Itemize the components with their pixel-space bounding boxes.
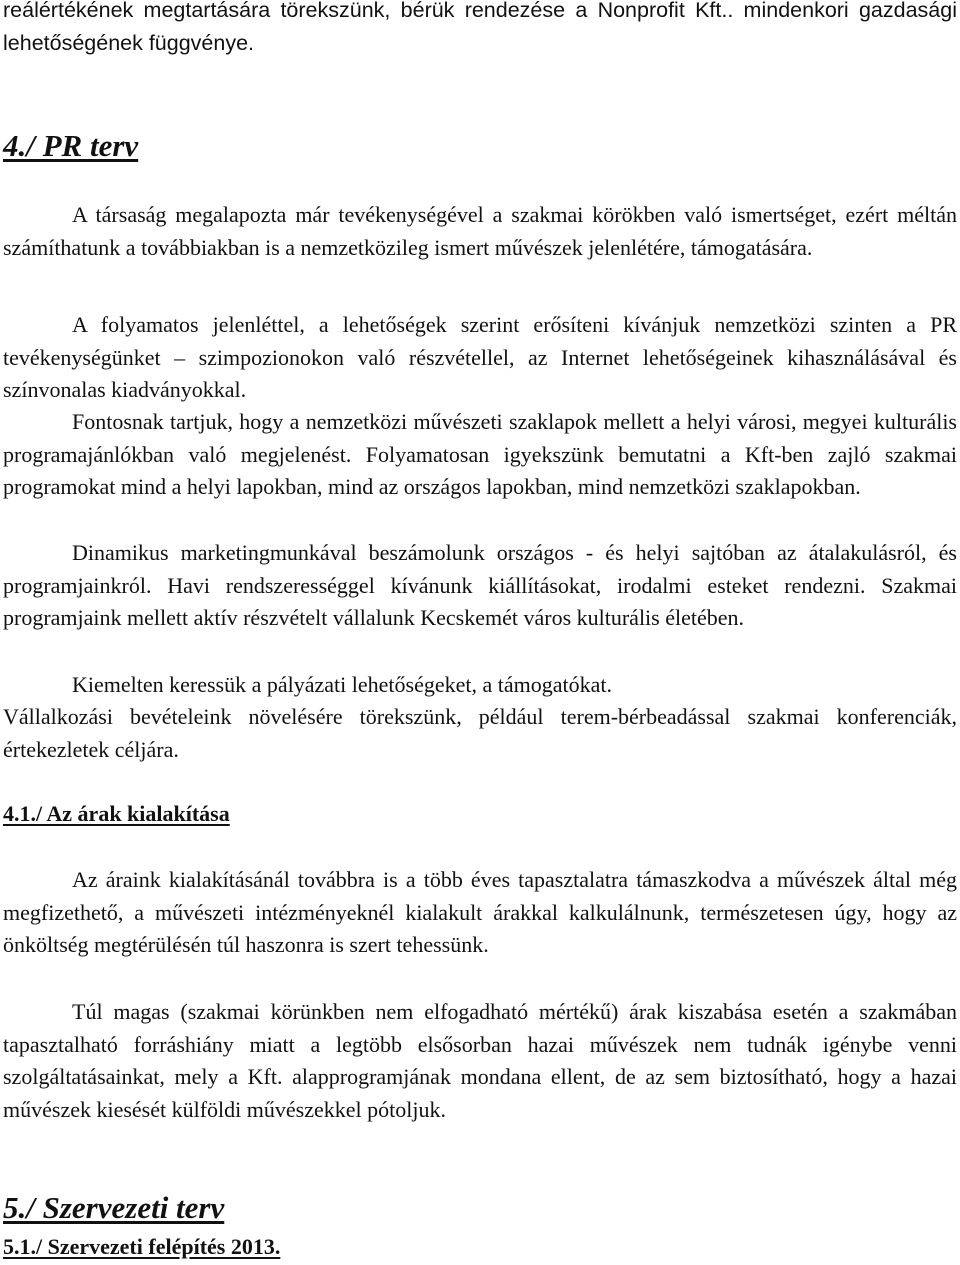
pricing-paragraph-1: Az áraink kialakításánál továbbra is a több éves tapasztalatra támaszkodva a művészek által még megfizethető, a művészeti intézményeknél kialakult árakkal kalkulálnunk, természetesen úgy, hogy az önköltség megtérülésén túl haszonra is szert tehessünk. <box>3 867 957 958</box>
section-4-1-heading: 4.1./ Az árak kialakítása <box>3 801 230 826</box>
section-4-heading: 4./ PR terv <box>3 128 139 163</box>
pr-paragraph-3-part-1: Fontosnak tartjuk, hogy a nemzetközi művészeti szaklapok mellett a helyi városi, megyei kulturális programajánlókban való megjelenést. <box>3 409 957 467</box>
pr-paragraph-6: Vállalkozási bevételeink növelésére törekszünk, például terem-bérbeadással szakmai konferenciák, értekezletek céljára. <box>3 704 957 762</box>
pr-paragraph-2: A folyamatos jelenléttel, a lehetőségek szerint erősíteni kívánjuk nemzetközi szinten a PR tevékenységünket – szimpozionokon való részvétellel, az Internet lehetőségeinek kihasználásával és színvonalas kiadványokkal. <box>3 312 957 403</box>
section-5-heading: 5./ Szervezeti terv <box>3 1190 225 1225</box>
pr-paragraph-3 <box>3 406 957 504</box>
intro-paragraph: reálértékének megtartására törekszünk, bérük rendezése a Nonprofit Kft.. mindenkori gazdasági lehetőségének függvénye. <box>3 0 957 55</box>
pricing-paragraph-2: Túl magas (szakmai körünkben nem elfogadható mértékű) árak kiszabása esetén a szakmában tapasztalható forráshiány miatt a legtöbb elsősorban hazai művészek nem tudnák igénybe venni szolgáltatásainkat, mely a Kft. alapprogramjának mondana ellent, de az sem biztosítható, hogy a hazai művészek kiesését külföldi művészekkel pótoljuk. <box>3 999 957 1122</box>
pr-paragraph-1: A társaság megalapozta már tevékenységével a szakmai körökben való ismertséget, ezért méltán számíthatunk a továbbiakban is a nemzetközileg ismert művészek jelenlétére, támogatására. <box>3 202 957 260</box>
section-5-1-heading: 5.1./ Szervezeti felépítés 2013. <box>3 1234 281 1259</box>
pr-paragraph-4: Dinamikus marketingmunkával beszámolunk országos - és helyi sajtóban az átalakulásról, és programjainkról. Havi rendszerességgel kívánunk kiállításokat, irodalmi esteket rendezni. Szakmai programjaink mellett aktív részvételt vállalunk Kecskemét város kulturális életében. <box>3 540 957 631</box>
pr-paragraph-3-part-2: Folyamatosan igyekszünk bemutatni a Kft-ben zajló szakmai programokat mind a helyi lapokban, mind az országos lapokban, mind nemzetközi szaklapokban. <box>3 441 958 500</box>
pr-paragraph-5: Kiemelten keressük a pályázati lehetőségeket, a támogatókat. <box>72 672 612 697</box>
